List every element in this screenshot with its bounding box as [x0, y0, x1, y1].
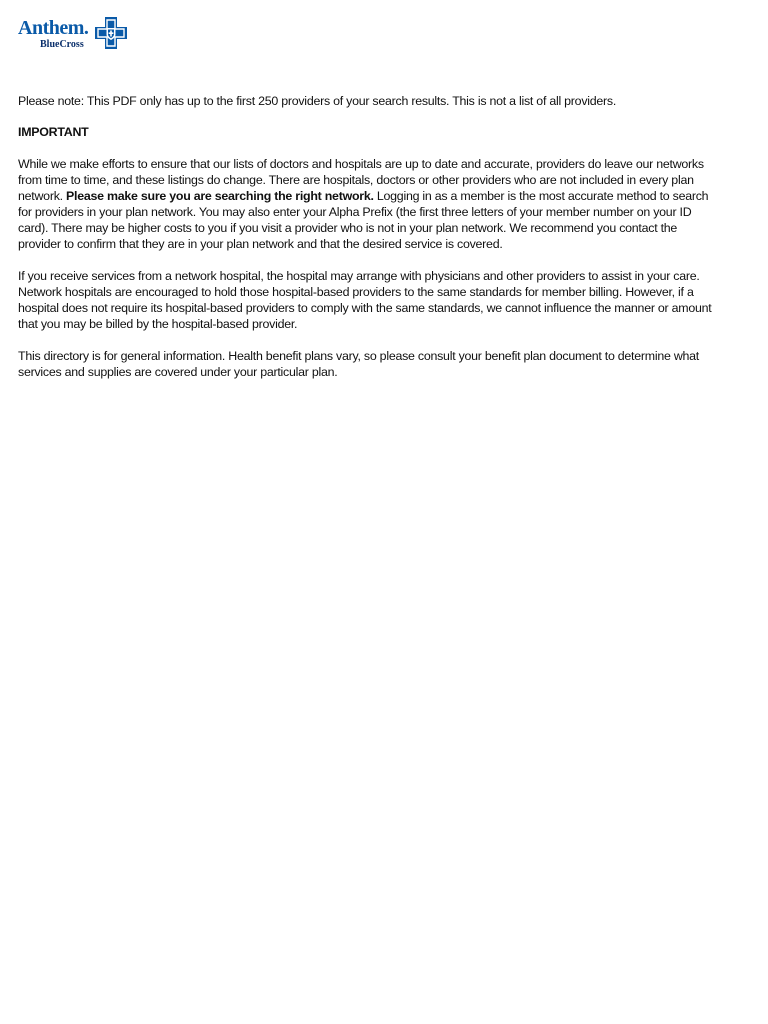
general-information-paragraph: This directory is for general information. Health benefit plans vary, so please consult your benefit plan document to determine what services and supplies are covered under your particular plan. [18, 349, 699, 379]
search-network-warning: Please make sure you are searching the right network. [66, 189, 374, 203]
blue-cross-shield-icon [94, 16, 128, 50]
logo-wordmark: Anthem. [18, 17, 89, 39]
document-body [18, 93, 718, 396]
anthem-bluecross-logo [18, 14, 130, 54]
hospital-providers-paragraph: If you receive services from a network hospital, the hospital may arrange with physicians and other providers to assist in your care. Network hospitals are encouraged to hold those hospital-based providers to the same standards for member billing. However, if a hospital does not require its hospital-based providers to comply with the same standards, we cannot influence the manner or amount that you may be billed by the hospital-based provider. [18, 269, 712, 331]
important-heading: IMPORTANT [18, 125, 89, 139]
network-disclaimer-paragraph [18, 156, 718, 252]
network-disclaimer-text: While we make efforts to ensure that our lists of doctors and hospitals are up to date and accurate, providers do leave our networks from time to time, and these listings do change. There are hospitals, doctors or other providers who are not included in every plan network. [18, 157, 704, 203]
provider-limit-note: Please note: This PDF only has up to the first 250 providers of your search results. This is not a list of all providers. [18, 94, 617, 108]
network-disclaimer-text-continued: Logging in as a member is the most accurate method to search for providers in your plan network. You may also enter your Alpha Prefix (the first three letters of your member number on your ID card). There may be higher costs to you if you visit a provider who is not in your plan network. We recommend you contact the provider to confirm that they are in your plan network and that the desired service is covered. [18, 189, 709, 251]
logo-subbrand: BlueCross [40, 39, 84, 50]
